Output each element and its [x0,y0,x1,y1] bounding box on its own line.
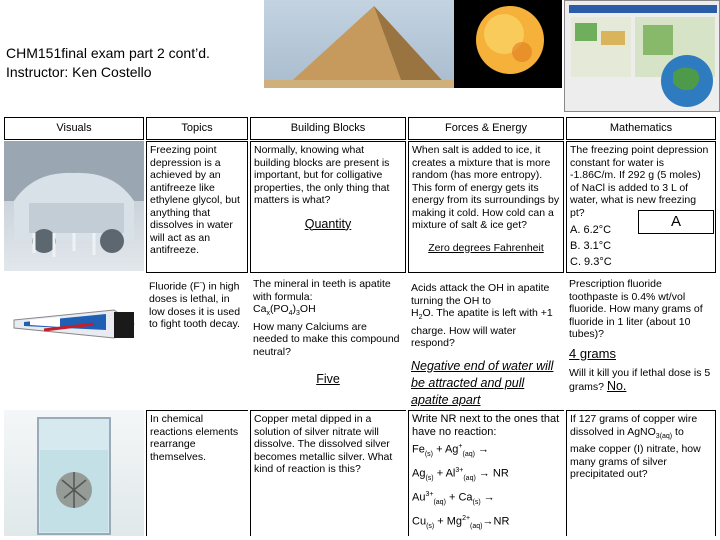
row1-option-a: A. 6.2°C [570,224,612,236]
header-forces-energy: Forces & Energy [408,117,564,140]
row2-building-line3: How many Calciums are needed to make this compound neutral? [253,320,400,358]
row3-math: If 127 grams of copper wire dissolved in AgNO$_{3(aq)}$ to make copper (I) nitrate, how many grams of silver precipitated out? [566,410,716,536]
reaction-1: $Fe_{(s)} + Ag^+_{(aq)}$ → [412,443,490,458]
row3-forces [408,410,564,536]
row1-math [566,141,716,273]
frozen-car-photo [4,141,144,271]
map-globe-photo [564,0,720,112]
row1-option-b: B. 3.1°C [570,240,612,252]
row2-math2-question: Will it kill you if lethal dose is 5 grams? [569,366,711,393]
row2-topic: Fluoride (F-) in high doses is lethal, in low doses it is used to fight tooth decay. [146,276,248,406]
header-topics: Topics [146,117,248,140]
row1-math-question: The freezing point depression constant for water is -1.86C/m. If 292 g (5 moles) of NaCl is added to 3 L of water, what is new freezing pt? [570,144,709,219]
apatite-formula: $Ca_x(PO_4)_3OH$ [253,303,316,318]
row2-forces: Acids attack the OH in apatite turning the OH to $H_2O$. The apatite is left with +1 charge. How will water respond? Negative end of water will be attracted and pull apatite apart [408,276,564,406]
row2-math2-answer: No. [606,379,627,393]
row2-building [250,276,406,406]
row3-forces-intro: Write NR next to the ones that have no reaction: [412,413,560,438]
reaction-4: $Cu_{(s)} + Mg^{2+}_{(aq)}\to NR$ [412,514,510,530]
title-line-2: Instructor: Ken Costello [6,64,152,80]
row2-math [566,276,716,406]
pyramid-shape [264,0,454,88]
row1-forces [408,141,564,273]
reaction-2: $Ag_{(s)} + Al^{3+}_{(aq)}$ → NR [412,466,509,482]
row1-forces-answer: Zero degrees Fahrenheit [428,241,544,254]
row1-building-question: Normally, knowing what building blocks are present is important, but for colligative properties, the only thing that matters is what? [254,144,390,206]
pyramid-photo [264,0,454,88]
page-title [6,44,210,82]
row3-topic: In chemical reactions elements rearrange themselves. [146,410,248,536]
row2-forces-answer: Negative end of water will be attracted and pull apatite apart [411,358,554,406]
row2-math-answer: 4 grams [569,345,616,361]
sun-photo [454,0,562,88]
row1-option-c: C. 9.3°C [570,256,612,268]
row1-topic: Freezing point depression is a achieved by an antifreeze like ethylene glycol, but anything that dissolves in water will act as an antifreeze. [146,141,248,273]
row2-building-answer: Five [316,372,340,387]
row1-building-answer: Quantity [304,216,352,231]
row2-math-question: Prescription fluoride toothpaste is 0.4% wt/vol fluoride. How many grams of fluoride in 1 liter (about 10 tubes)? [569,278,703,340]
reaction-3: $Au^{3+}_{(aq)} + Ca_{(s)}$ → [412,490,495,506]
toothpaste-photo [4,276,144,406]
header-mathematics: Mathematics [566,117,716,140]
row2-building-line1: The mineral in teeth is apatite with formula: [253,278,391,303]
title-line-1: CHM151final exam part 2 cont’d. [6,45,210,61]
header-building-blocks: Building Blocks [250,117,406,140]
beaker-photo [4,410,144,536]
row3-building: Copper metal dipped in a solution of silver nitrate will dissolve. The dissolved silver becomes metallic silver. What kind of reaction is this? [250,410,406,536]
header-visuals: Visuals [4,117,144,140]
row1-math-answer: A [638,210,714,234]
row1-building [250,141,406,273]
row1-forces-question: When salt is added to ice, it creates a mixture that is more random (has more entropy). This form of energy gets its energy from its surroundings by making it cold. How cold can a mixture of salt & ice get? [412,144,560,231]
